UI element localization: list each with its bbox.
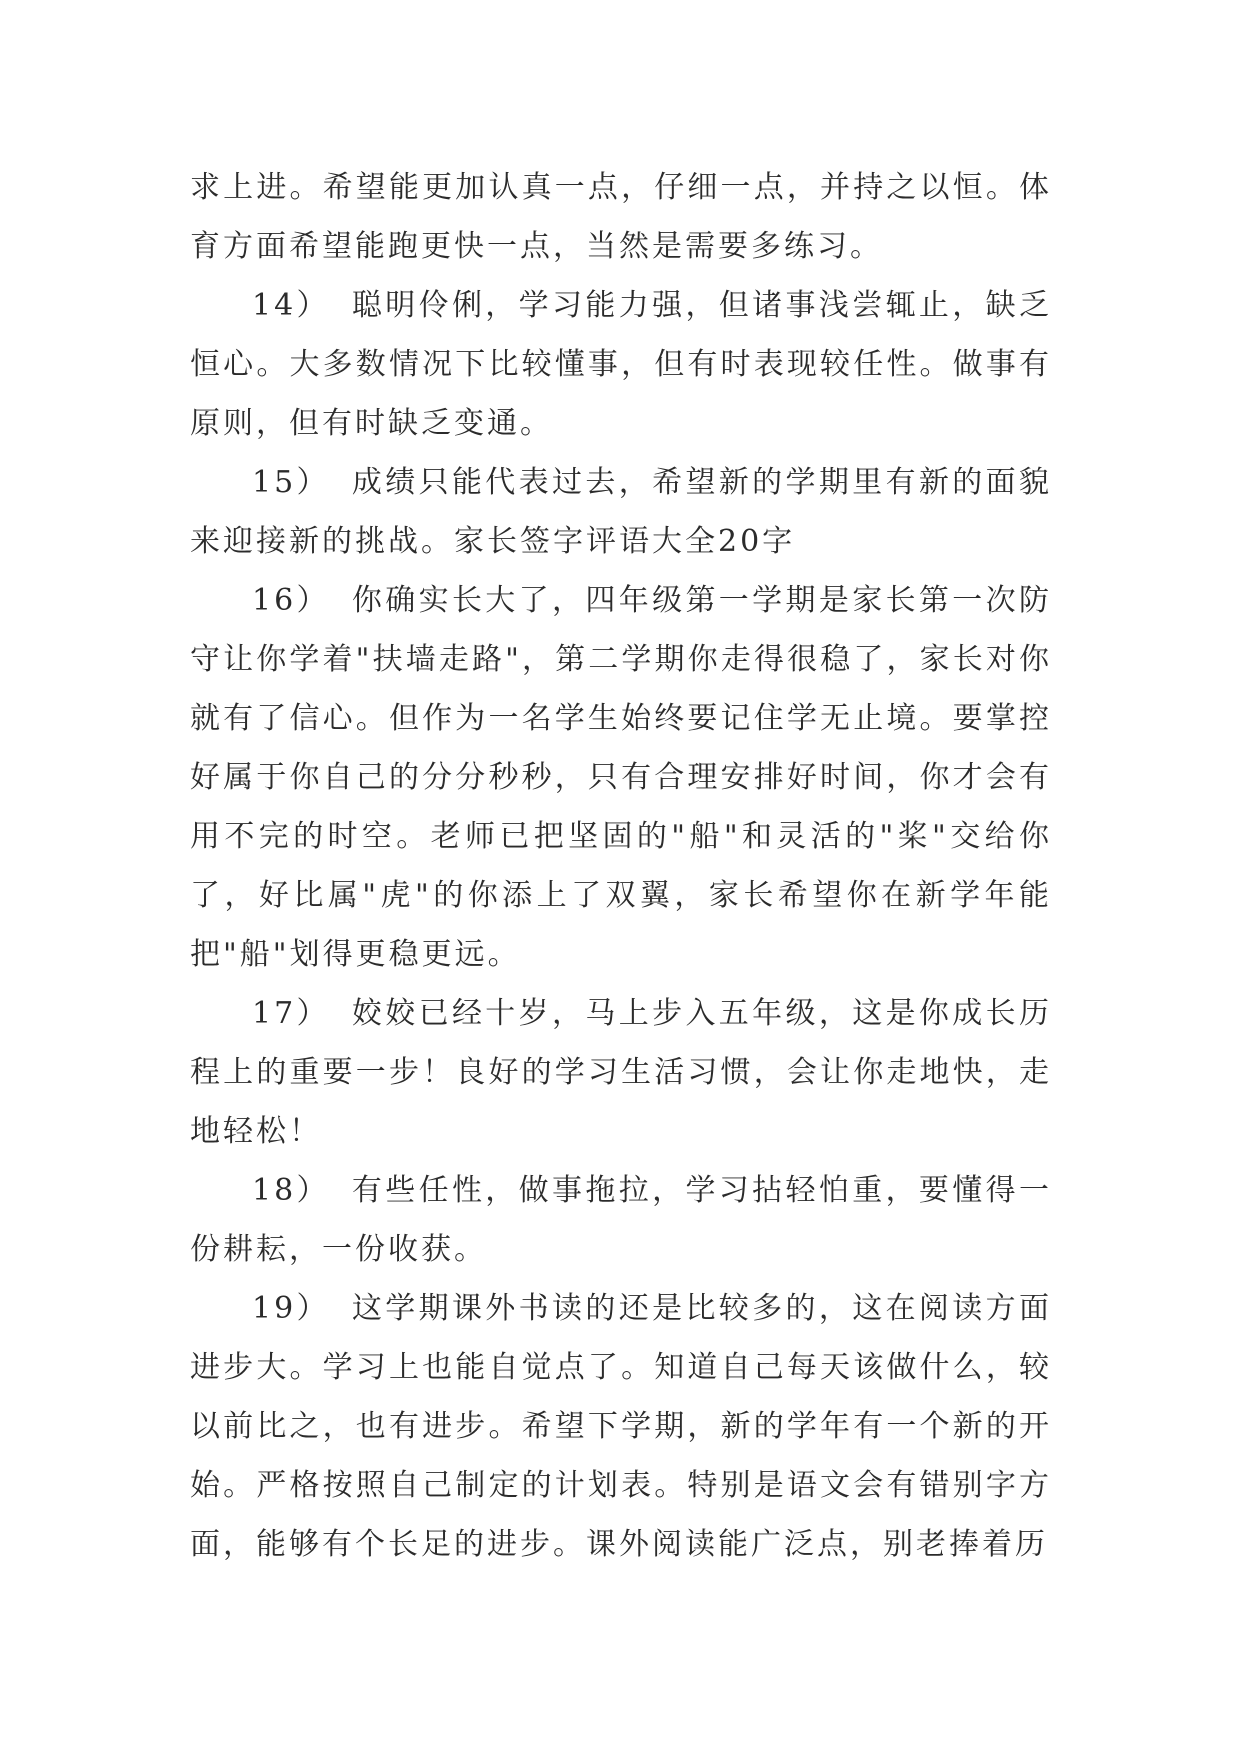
paragraph-14 — [190, 276, 1052, 453]
document-body — [190, 158, 1052, 1574]
paragraph-continuation — [190, 158, 1052, 276]
paragraph-19 — [190, 1279, 1052, 1574]
paragraph-17 — [190, 984, 1052, 1161]
paragraph-number: 17） — [252, 996, 330, 1031]
paragraph-number: 15） — [252, 465, 330, 500]
paragraph-text: 你确实长大了，四年级第一学期是家长第一次防守让你学着"扶墙走路"，第二学期你走得很稳了，家长对你就有了信心。但作为一名学生始终要记住学无止境。要掌控好属于你自己的分分秒秒，只有合理安排好时间，你才会有用不完的时空。老师已把坚固的"船"和灵活的"桨"交给你了，好比属"虎"的你添上了双翼，家长希望你在新学年能把"船"划得更稳更远。 — [190, 583, 1052, 972]
paragraph-text: 聪明伶俐，学习能力强，但诸事浅尝辄止，缺乏恒心。大多数情况下比较懂事，但有时表现较任性。做事有原则，但有时缺乏变通。 — [190, 288, 1052, 441]
paragraph-15 — [190, 453, 1052, 571]
paragraph-number: 16） — [252, 583, 330, 618]
paragraph-16 — [190, 571, 1052, 984]
paragraph-number: 14） — [252, 288, 330, 323]
paragraph-number: 18） — [252, 1173, 330, 1208]
paragraph-text: 有些任性，做事拖拉，学习拈轻怕重，要懂得一份耕耘，一份收获。 — [190, 1173, 1052, 1267]
paragraph-text: 成绩只能代表过去，希望新的学期里有新的面貌来迎接新的挑战。家长签字评语大全20字 — [190, 465, 1052, 559]
paragraph-18 — [190, 1161, 1052, 1279]
paragraph-text: 这学期课外书读的还是比较多的，这在阅读方面进步大。学习上也能自觉点了。知道自己每天该做什么，较以前比之，也有进步。希望下学期，新的学年有一个新的开始。严格按照自己制定的计划表。特别是语文会有错别字方面，能够有个长足的进步。课外阅读能广泛点，别老捧着历 — [190, 1291, 1052, 1562]
paragraph-text: 姣姣已经十岁，马上步入五年级，这是你成长历程上的重要一步！良好的学习生活习惯，会让你走地快，走地轻松！ — [190, 996, 1052, 1149]
paragraph-number: 19） — [252, 1291, 330, 1326]
paragraph-text: 求上进。希望能更加认真一点，仔细一点，并持之以恒。体育方面希望能跑更快一点，当然是需要多练习。 — [190, 170, 1052, 264]
